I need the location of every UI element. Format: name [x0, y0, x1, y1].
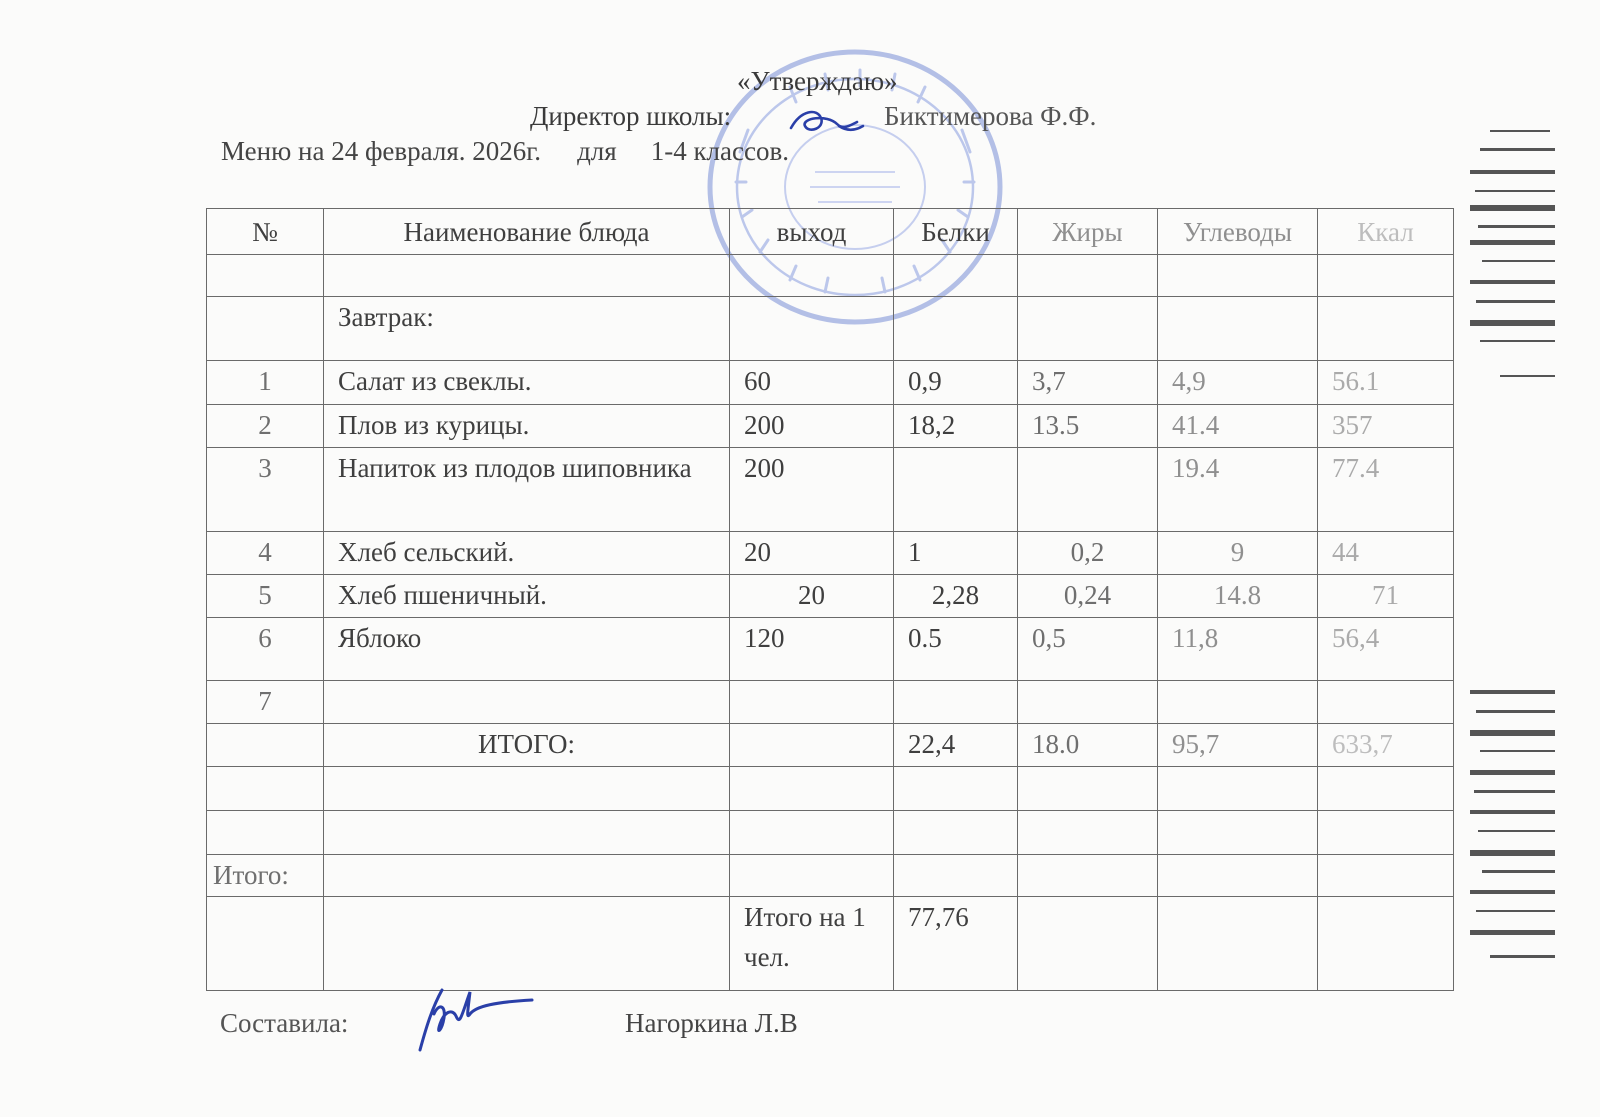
dish-fat: 0,2 [1018, 532, 1158, 575]
dish-out: 200 [730, 405, 894, 448]
approval-mark: «Утверждаю» [737, 66, 898, 96]
row-num: 3 [207, 448, 324, 532]
compiled-by-label: Составила: [220, 1008, 349, 1038]
subtotal-fat: 18.0 [1018, 724, 1158, 767]
compiler-signature [416, 984, 536, 1054]
compiler-name: Нагоркина Л.В [625, 1008, 798, 1038]
table-row [207, 618, 1454, 681]
dish-name: Яблоко [324, 618, 730, 681]
director-signature [787, 104, 867, 140]
dish-name: Напиток из плодов шиповника [324, 448, 730, 532]
table-row [207, 532, 1454, 575]
dish-name: Хлеб сельский. [324, 532, 730, 575]
dish-fat [1018, 448, 1158, 532]
dish-protein: 0,9 [894, 361, 1018, 405]
dish-kcal: 71 [1318, 575, 1454, 618]
dish-name: Салат из свеклы. [324, 361, 730, 405]
total-row [207, 855, 1454, 897]
dish-carbs: 9 [1158, 532, 1318, 575]
dish-name: Хлеб пшеничный. [324, 575, 730, 618]
menu-date: Меню на 24 февраля. 2026г. [221, 136, 542, 166]
scan-artifact [1470, 130, 1555, 990]
total-label: Итого: [207, 855, 324, 897]
col-header-fat: Жиры [1018, 209, 1158, 255]
col-header-out: выход [730, 209, 894, 255]
dish-out: 60 [730, 361, 894, 405]
row-num: 7 [207, 681, 324, 724]
dish-carbs: 41.4 [1158, 405, 1318, 448]
per-person-label: Итого на 1 чел. [730, 897, 894, 991]
table-row [207, 361, 1454, 405]
row-num: 5 [207, 575, 324, 618]
dish-out: 20 [730, 532, 894, 575]
col-header-kcal: Ккал [1318, 209, 1454, 255]
dish-out: 200 [730, 448, 894, 532]
dish-protein: 18,2 [894, 405, 1018, 448]
section-label: Завтрак: [324, 297, 730, 361]
table-header-row [207, 209, 1454, 255]
per-person-row [207, 897, 1454, 991]
dish-kcal: 44 [1318, 532, 1454, 575]
dish-out: 20 [730, 575, 894, 618]
director-label: Директор школы: [530, 101, 732, 131]
dish-carbs: 19.4 [1158, 448, 1318, 532]
dish-out: 120 [730, 618, 894, 681]
dish-fat: 0,24 [1018, 575, 1158, 618]
dish-kcal: 77.4 [1318, 448, 1454, 532]
dish-name [324, 681, 730, 724]
dish-name: Плов из курицы. [324, 405, 730, 448]
subtotal-label: ИТОГО: [324, 724, 730, 767]
subtotal-carbs: 95,7 [1158, 724, 1318, 767]
section-row [207, 297, 1454, 361]
col-header-num: № [207, 209, 324, 255]
dish-fat: 13.5 [1018, 405, 1158, 448]
dish-protein: 1 [894, 532, 1018, 575]
dish-protein: 2,28 [894, 575, 1018, 618]
dish-protein: 0.5 [894, 618, 1018, 681]
director-name: Биктимерова Ф.Ф. [884, 101, 1097, 131]
row-num: 2 [207, 405, 324, 448]
menu-classes: 1-4 классов. [650, 136, 789, 166]
subtotal-kcal: 633,7 [1318, 724, 1454, 767]
menu-for: для [577, 136, 617, 166]
table-row-empty [207, 811, 1454, 855]
table-row [207, 681, 1454, 724]
dish-carbs: 11,8 [1158, 618, 1318, 681]
menu-title [221, 136, 789, 167]
dish-carbs: 4,9 [1158, 361, 1318, 405]
menu-table [206, 208, 1454, 991]
table-row-empty [207, 767, 1454, 811]
dish-kcal: 56,4 [1318, 618, 1454, 681]
dish-kcal: 56.1 [1318, 361, 1454, 405]
row-num: 6 [207, 618, 324, 681]
dish-protein [894, 448, 1018, 532]
table-row [207, 405, 1454, 448]
per-person-value: 77,76 [894, 897, 1018, 991]
row-num: 1 [207, 361, 324, 405]
table-row [207, 448, 1454, 532]
col-header-name: Наименование блюда [324, 209, 730, 255]
row-num: 4 [207, 532, 324, 575]
col-header-protein: Белки [894, 209, 1018, 255]
table-row-empty [207, 255, 1454, 297]
dish-fat: 3,7 [1018, 361, 1158, 405]
col-header-carbs: Углеводы [1158, 209, 1318, 255]
dish-kcal: 357 [1318, 405, 1454, 448]
dish-fat: 0,5 [1018, 618, 1158, 681]
subtotal-protein: 22,4 [894, 724, 1018, 767]
subtotal-row [207, 724, 1454, 767]
table-row [207, 575, 1454, 618]
dish-carbs: 14.8 [1158, 575, 1318, 618]
